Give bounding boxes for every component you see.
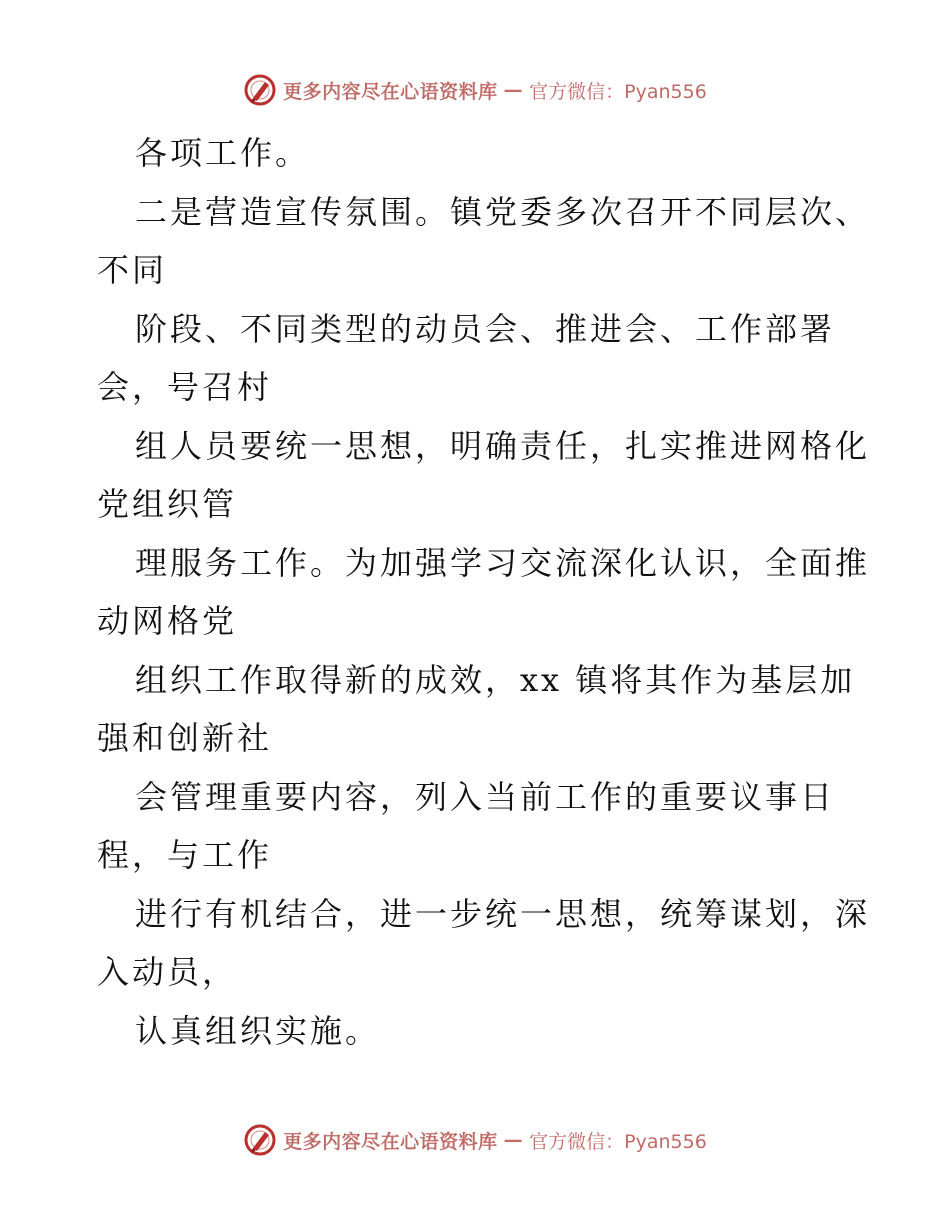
header-banner bbox=[0, 70, 950, 110]
body-line: 会，号召村 bbox=[97, 368, 273, 406]
body-line: 不同 bbox=[97, 251, 168, 289]
body-line: 党组织管 bbox=[97, 485, 238, 523]
body-line: 理服务工作。为加强学习交流深化认识，全面推 bbox=[135, 543, 871, 582]
body-line: 程，与工作 bbox=[97, 836, 273, 874]
banner-brand-text: 更多内容尽在心语资料库 bbox=[283, 1130, 498, 1153]
banner-brand-text: 更多内容尽在心语资料库 bbox=[283, 80, 498, 103]
body-line: 进行有机结合，进一步统一思想，统筹谋划，深 bbox=[135, 894, 871, 933]
pen-logo-icon bbox=[243, 1123, 277, 1157]
banner-separator: — bbox=[503, 1129, 524, 1151]
banner-separator: — bbox=[503, 79, 524, 101]
banner-wechat-text: 官方微信：Pyan556 bbox=[529, 1130, 707, 1153]
body-line: 二是营造宣传氛围。镇党委多次召开不同层次、 bbox=[135, 192, 871, 231]
body-line: 组人员要统一思想，明确责任，扎实推进网格化 bbox=[135, 426, 871, 465]
document-body bbox=[97, 124, 877, 1060]
banner-wechat-text: 官方微信：Pyan556 bbox=[529, 80, 707, 103]
body-line: 会管理重要内容，列入当前工作的重要议事日 bbox=[135, 777, 836, 816]
body-line: 认真组织实施。 bbox=[135, 1011, 381, 1050]
body-line: 动网格党 bbox=[97, 602, 238, 640]
body-line: 强和创新社 bbox=[97, 719, 273, 757]
body-line: 阶段、不同类型的动员会、推进会、工作部署 bbox=[135, 309, 836, 348]
body-line: 各项工作。 bbox=[135, 134, 311, 172]
body-line: 入动员， bbox=[97, 953, 238, 991]
pen-logo-icon bbox=[243, 73, 277, 107]
body-line: 组织工作取得新的成效，xx 镇将其作为基层加 bbox=[135, 660, 856, 699]
footer-banner bbox=[0, 1120, 950, 1160]
